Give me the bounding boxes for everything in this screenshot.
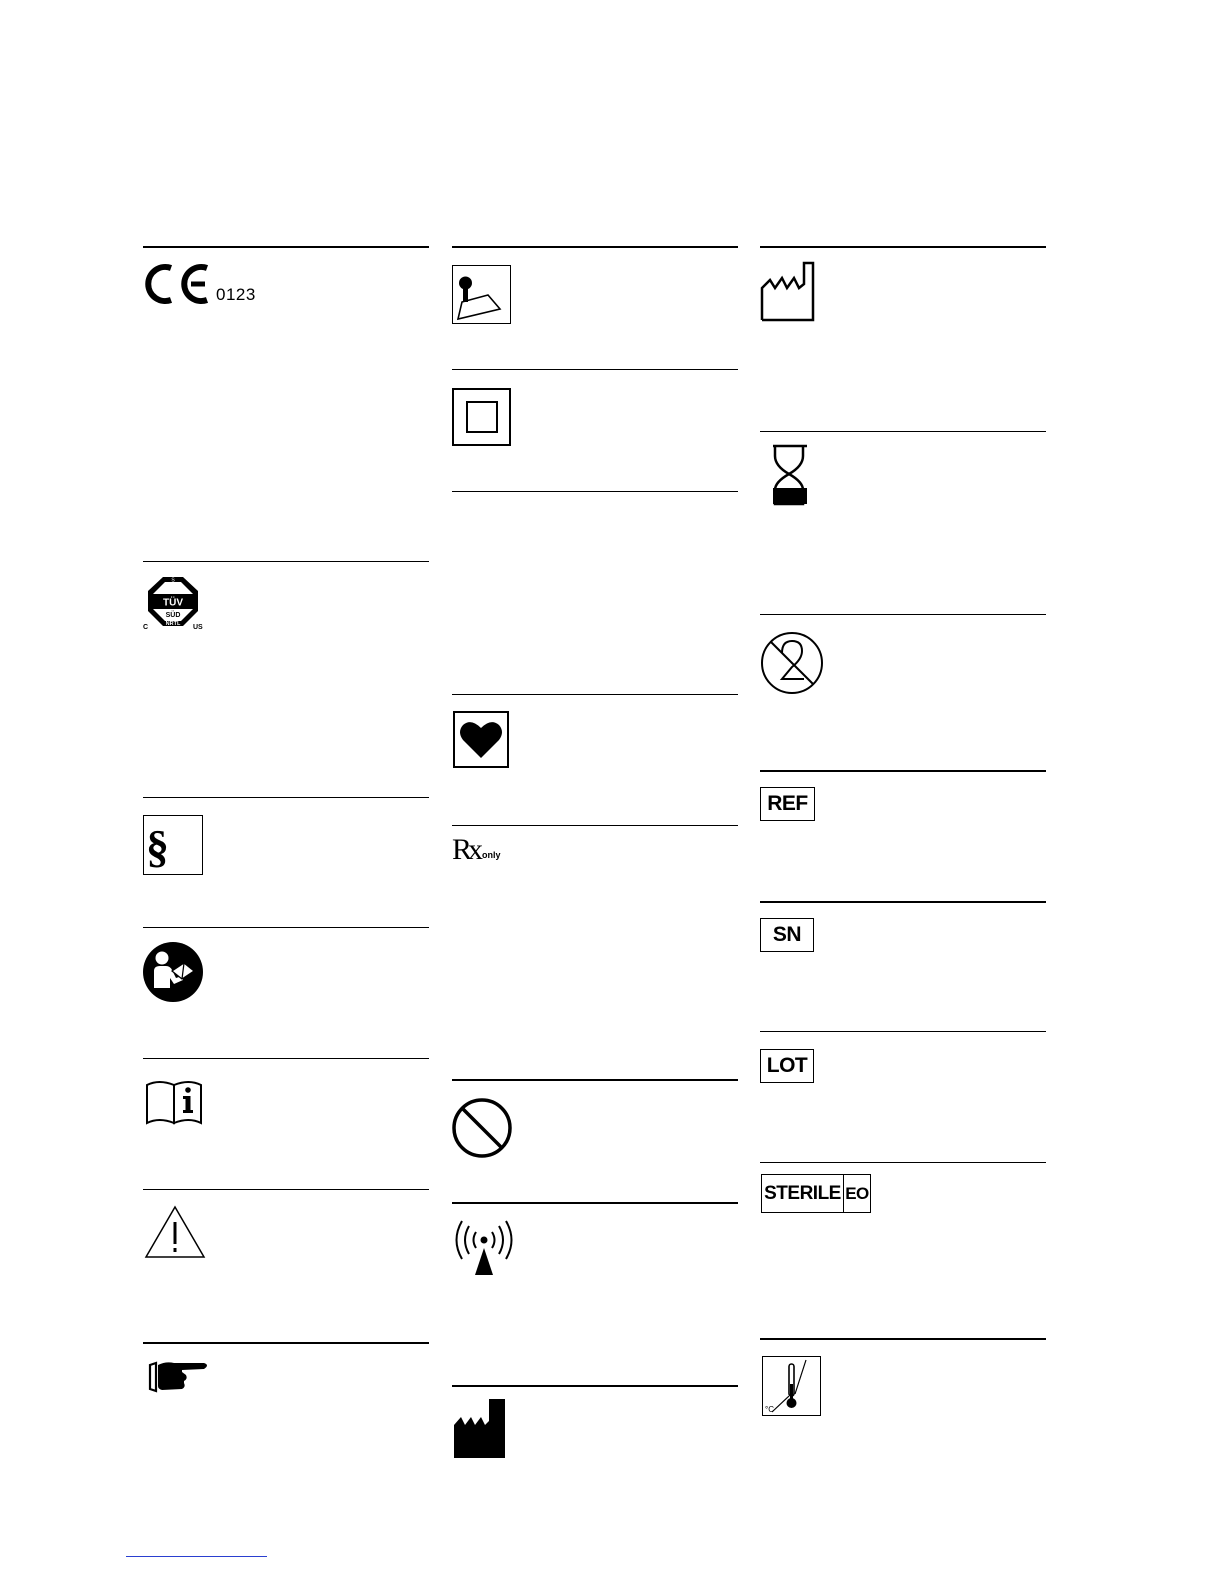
divider xyxy=(143,561,429,562)
sn-label: SN xyxy=(760,918,814,952)
divider xyxy=(760,770,1046,772)
pointing-hand-icon xyxy=(144,1359,212,1393)
divider xyxy=(452,1202,738,1204)
divider xyxy=(760,431,1046,432)
divider xyxy=(143,246,429,248)
tuv-bottom-text: NRTL xyxy=(165,621,181,627)
divider xyxy=(760,1162,1046,1163)
divider xyxy=(452,694,738,695)
rx-symbol: Rx xyxy=(452,833,480,866)
ref-label: REF xyxy=(760,787,815,821)
tuv-octagon-icon xyxy=(141,574,207,632)
do-not-reuse-icon xyxy=(760,631,824,695)
class-ii-inner-square xyxy=(466,401,498,433)
divider xyxy=(452,491,738,492)
divider xyxy=(760,614,1046,615)
consult-instructions-icon xyxy=(145,1077,203,1125)
temperature-unit: °C xyxy=(765,1405,774,1414)
sterile-text: STERILE xyxy=(762,1175,844,1212)
lot-label: LOT xyxy=(760,1049,814,1083)
non-ionizing-radiation-icon xyxy=(451,1218,517,1276)
read-manual-icon xyxy=(142,941,204,1003)
divider xyxy=(760,901,1046,903)
ce-notified-body-number: 0123 xyxy=(216,285,256,304)
rx-only-mark xyxy=(452,834,512,866)
temperature-limit-icon xyxy=(762,1356,821,1416)
tuv-top-text: TÜV xyxy=(163,597,183,609)
use-by-hourglass-icon xyxy=(771,444,809,506)
prohibited-icon xyxy=(451,1097,513,1159)
divider xyxy=(452,825,738,826)
divider xyxy=(760,1031,1046,1032)
tuv-middle-text: SÜD xyxy=(165,612,181,619)
svg-text:S: S xyxy=(171,577,175,584)
divider xyxy=(452,246,738,248)
date-of-manufacture-icon xyxy=(760,260,816,322)
tuv-right-text: US xyxy=(193,624,203,631)
warning-triangle-icon xyxy=(144,1205,206,1259)
footer-underline xyxy=(126,1556,267,1557)
defibrillation-proof-heart-icon xyxy=(453,711,509,768)
manufacturer-icon xyxy=(453,1397,507,1459)
divider xyxy=(143,1189,429,1190)
type-bf-applied-part-icon xyxy=(452,265,511,324)
tuv-sud-nrtl-mark xyxy=(141,574,207,632)
tuv-left-text: C xyxy=(143,624,149,631)
divider xyxy=(143,1058,429,1059)
divider xyxy=(760,246,1046,248)
divider xyxy=(143,797,429,798)
sterile-eo-label xyxy=(761,1174,871,1213)
sterile-method-text: EO xyxy=(845,1183,869,1203)
divider xyxy=(760,1338,1046,1340)
divider xyxy=(452,1079,738,1081)
divider xyxy=(143,927,429,928)
rx-only-text: only xyxy=(482,850,501,860)
ce-mark xyxy=(141,262,271,306)
class-ii-equipment-icon xyxy=(452,388,511,446)
ce-mark-icon xyxy=(141,262,217,306)
divider xyxy=(452,1385,738,1387)
paragraph-icon: § xyxy=(143,815,203,875)
divider xyxy=(452,369,738,370)
divider xyxy=(143,1342,429,1344)
